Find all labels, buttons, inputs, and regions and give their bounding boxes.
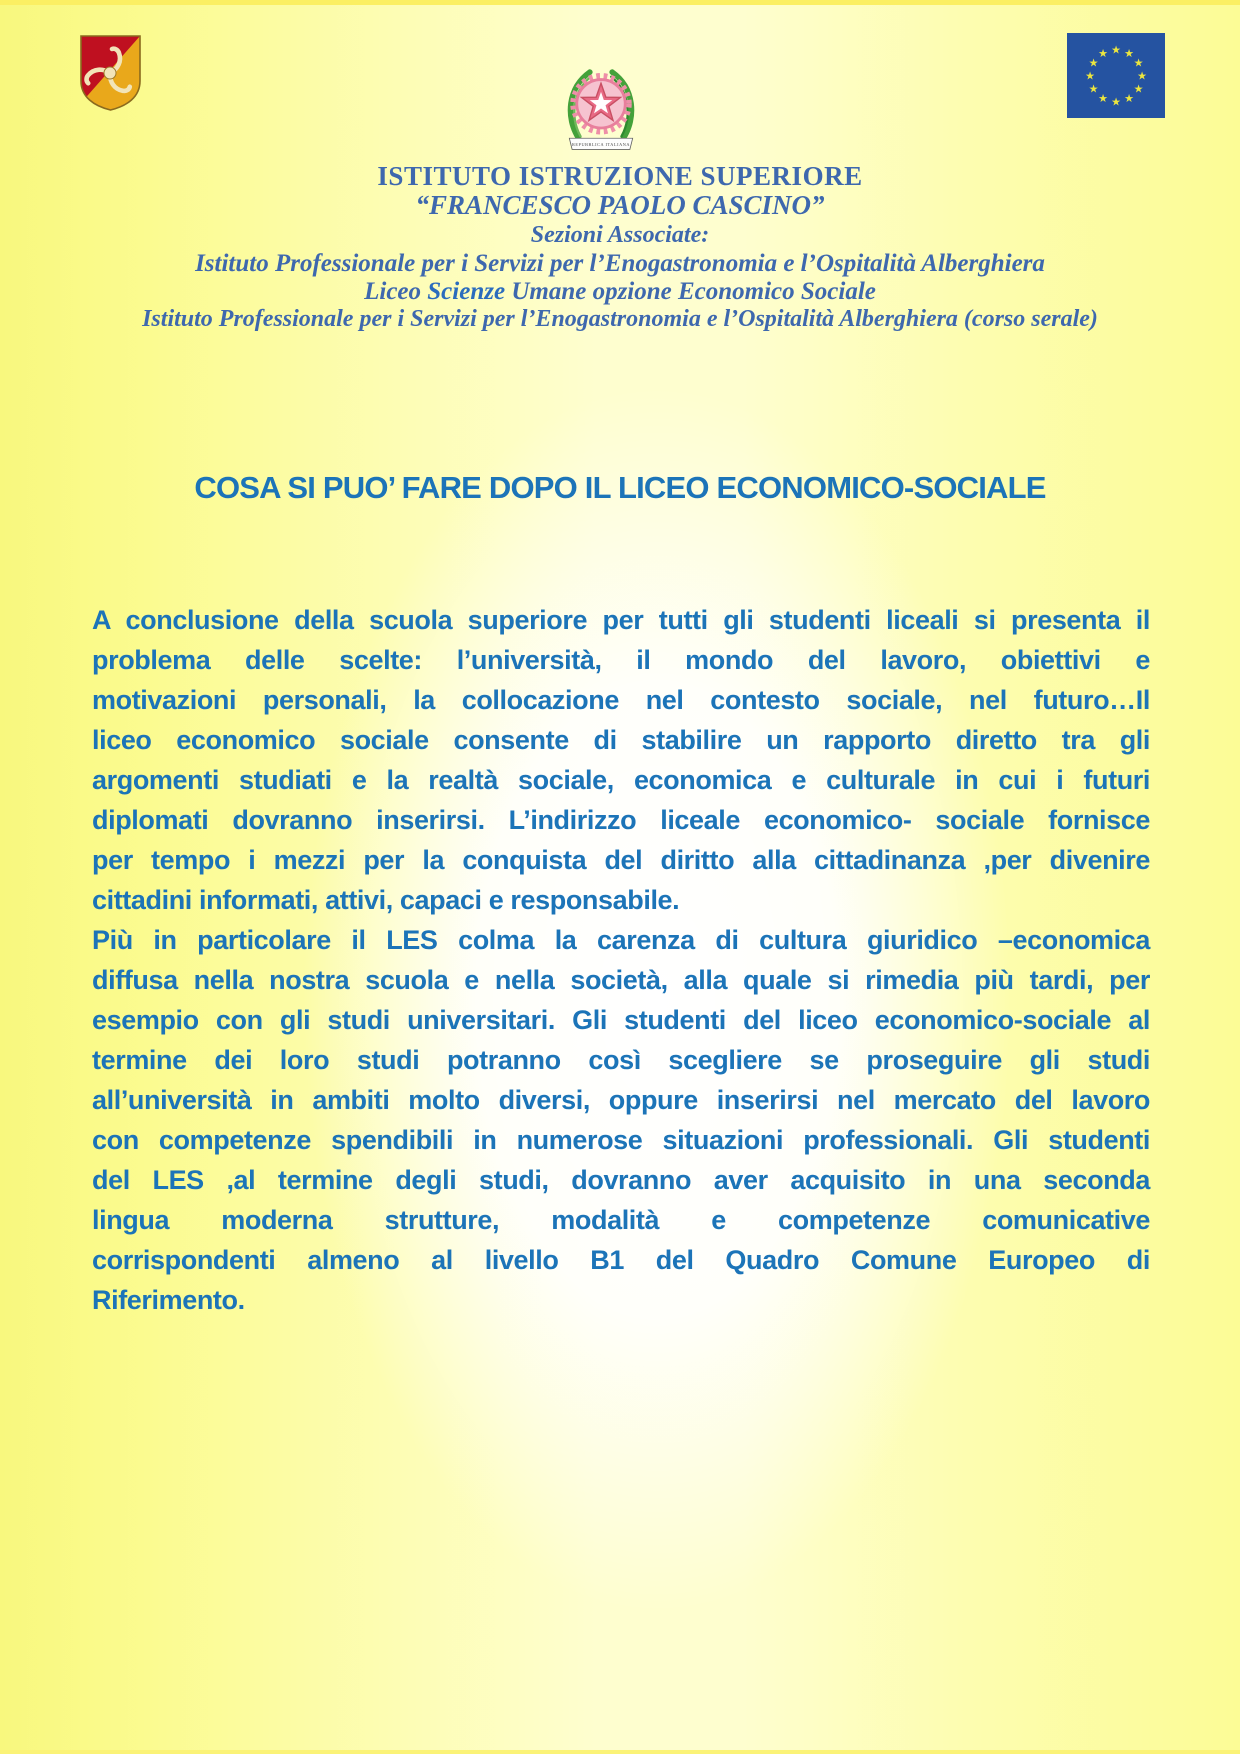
italian-republic-emblem-logo	[556, 60, 646, 155]
svg-text:★: ★	[1111, 44, 1121, 57]
svg-text:★: ★	[1098, 48, 1108, 60]
body-line: A conclusione della scuola superiore per tutti gli studenti liceali si presenta il	[92, 605, 1150, 635]
section-professional-institute: Istituto Professionale per i Servizi per l’Enogastronomia e l’Ospitalità Alberghiera	[195, 250, 1045, 277]
body-line: corrispondenti almeno al livello B1 del Quadro Comune Europeo di	[92, 1245, 1150, 1275]
emblem-caption: REPUBBLICA ITALIANA	[571, 142, 631, 148]
page-bottom-edge	[0, 1750, 1240, 1754]
body-line: diffusa nella nostra scuola e nella società, alla quale si rimedia più tardi, per	[92, 965, 1150, 995]
sections-label: Sezioni Associate:	[530, 222, 710, 248]
page-title: COSA SI PUO’ FARE DOPO IL LICEO ECONOMICO-SOCIALE	[194, 470, 1046, 505]
section-liceo-post: Umane opzione Economico Sociale	[505, 278, 876, 305]
body-line: liceo economico sociale consente di stabilire un rapporto diretto tra gli	[92, 725, 1150, 755]
svg-text:★: ★	[1124, 48, 1134, 60]
body-text	[92, 600, 1150, 1320]
section-liceo-scienze: Scienze	[427, 278, 506, 305]
body-line: esempio con gli studi universitari. Gli studenti del liceo economico-sociale al	[92, 1005, 1150, 1035]
body-line: per tempo i mezzi per la conquista del diritto alla cittadinanza ,per divenire	[92, 845, 1150, 875]
svg-text:★: ★	[1111, 96, 1121, 109]
svg-text:★: ★	[1137, 70, 1147, 83]
body-line: termine dei loro studi potranno così scegliere se proseguire gli studi	[92, 1045, 1150, 1075]
section-liceo-pre: Liceo	[364, 278, 428, 305]
body-line: del LES ,al termine degli studi, dovranno aver acquisito in una seconda	[92, 1165, 1150, 1195]
body-line: motivazioni personali, la collocazione nel contesto sociale, nel futuro…Il	[92, 685, 1150, 715]
body-line: cittadini informati, attivi, capaci e responsabile.	[92, 885, 680, 915]
section-liceo	[0, 278, 1240, 306]
body-line: con competenze spendibili in numerose situazioni professionali. Gli studenti	[92, 1125, 1150, 1155]
page-top-edge	[0, 0, 1240, 5]
svg-text:★: ★	[1124, 93, 1134, 105]
svg-text:★: ★	[1098, 93, 1108, 105]
body-line: problema delle scelte: l’università, il mondo del lavoro, obiettivi e	[92, 645, 1150, 675]
institute-type: ISTITUTO ISTRUZIONE SUPERIORE	[377, 161, 863, 191]
body-line: Riferimento.	[92, 1285, 245, 1315]
body-line: all’università in ambiti molto diversi, oppure inserirsi nel mercato del lavoro	[92, 1085, 1150, 1115]
svg-text:★: ★	[1085, 70, 1095, 83]
eu-flag-logo	[1067, 33, 1165, 118]
sicily-coat-of-arms-logo	[78, 33, 143, 113]
svg-text:★: ★	[1133, 83, 1144, 96]
body-line: Più in particolare il LES colma la carenza di cultura giuridico –economica	[92, 925, 1150, 955]
institute-name: “FRANCESCO PAOLO CASCINO”	[415, 190, 825, 220]
svg-text:★: ★	[1088, 57, 1099, 70]
svg-text:★: ★	[1088, 83, 1099, 96]
body-line: lingua moderna strutture, modalità e competenze comunicative	[92, 1205, 1150, 1235]
section-professional-institute-evening: Istituto Professionale per i Servizi per l’Enogastronomia e l’Ospitalità Alberghiera (corso serale)	[142, 306, 1098, 332]
body-line: argomenti studiati e la realtà sociale, economica e culturale in cui i futuri	[92, 765, 1150, 795]
svg-text:★: ★	[1133, 57, 1144, 70]
body-line: diplomati dovranno inserirsi. L’indirizzo liceale economico- sociale fornisce	[92, 805, 1150, 835]
